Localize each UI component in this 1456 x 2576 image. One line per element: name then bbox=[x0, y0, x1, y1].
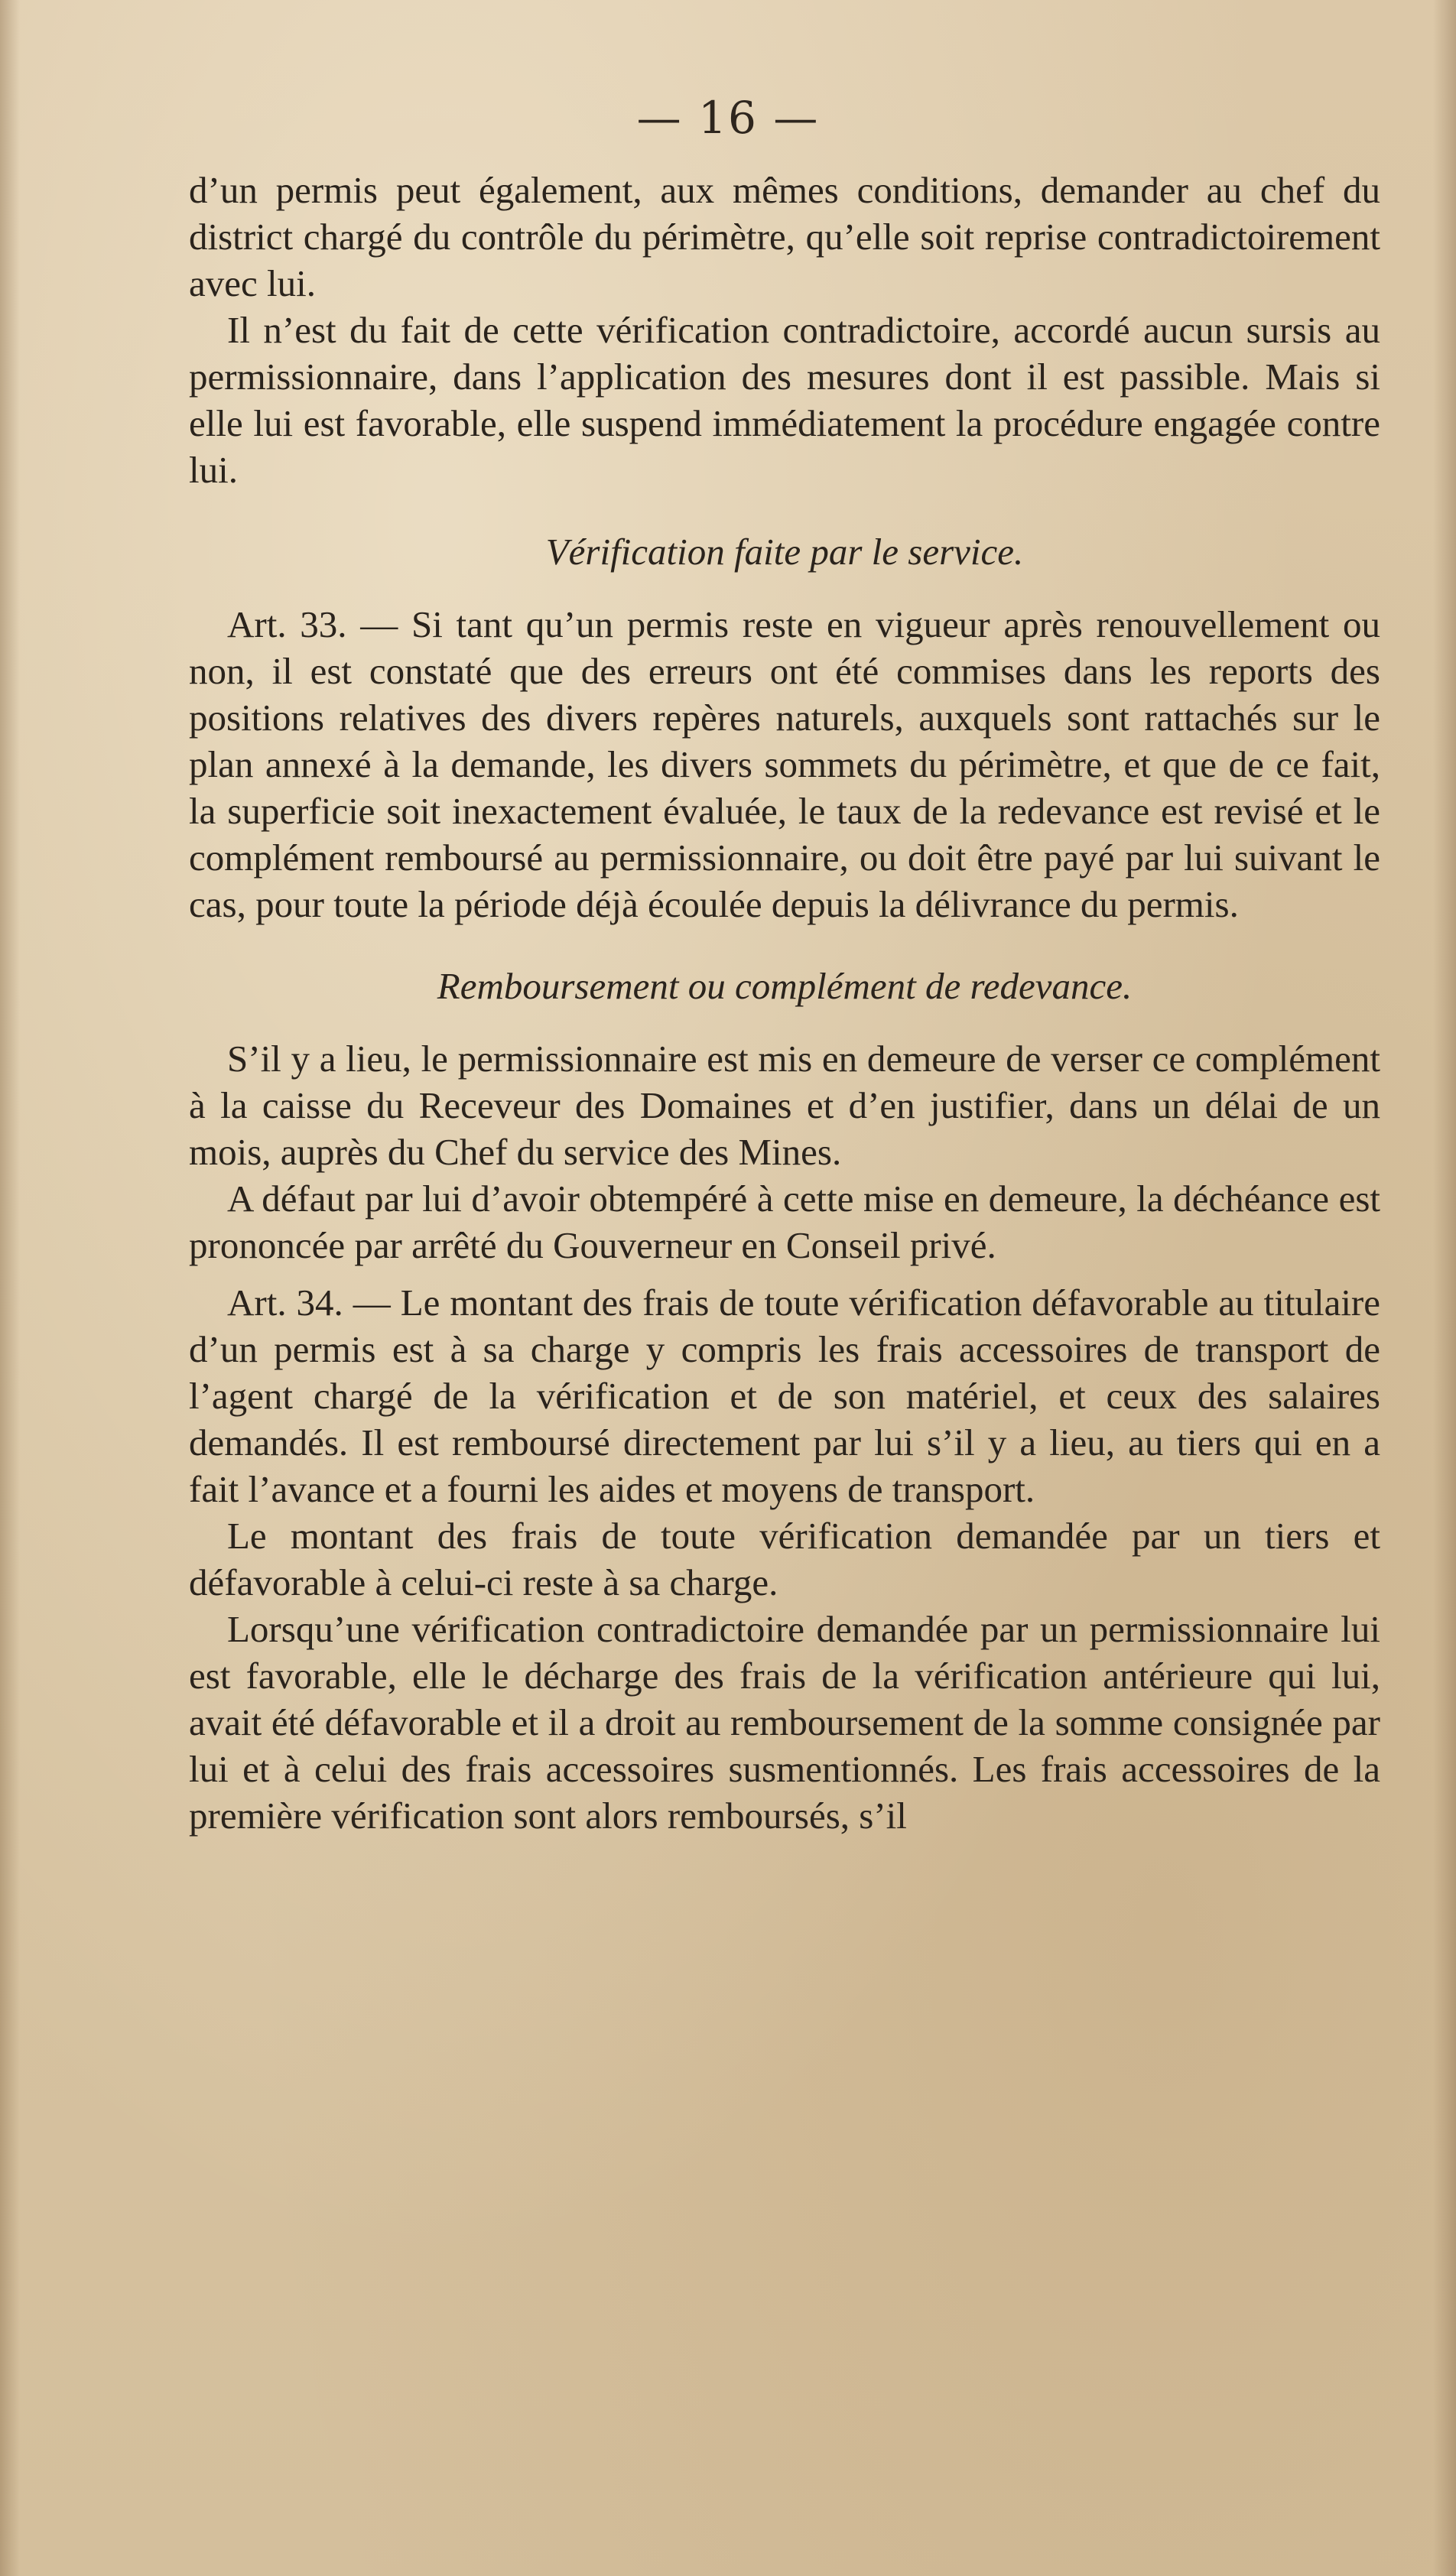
article-34: Art. 34. — Le montant des frais de toute vérification défavorable au titulaire d’un permis est à sa charge y compris les frais accessoires de transport de l’agent chargé de la vérification et de son matériel, et ceux des salaires demandés. Il est remboursé directement par lui s’il y a lieu, au tiers qui en a fait l’avance et a fourni les aides et moyens de transport. bbox=[189, 1282, 1380, 1510]
paragraph-sursis: Il n’est du fait de cette vérification contradictoire, accordé aucun sursis au permissionnaire, dans l’application des mesures dont il est passible. Mais si elle lui est favorable, elle suspend immédiatement la procédure engagée contre lui. bbox=[189, 309, 1380, 491]
paragraph-decheance: A défaut par lui d’avoir obtempéré à cette mise en demeure, la déchéance est prononcée par arrêté du Gouverneur en Conseil privé. bbox=[189, 1178, 1380, 1266]
page-edge-shadow-left bbox=[0, 0, 20, 2576]
paragraph-frais-tiers: Le montant des frais de toute vérification demandée par un tiers et défavorable à celui-ci reste à sa charge. bbox=[189, 1515, 1380, 1603]
page-number: — 16 — bbox=[636, 92, 820, 144]
page-edge-shadow-right bbox=[1433, 0, 1456, 2576]
section-heading-verification: Vérification faite par le service. bbox=[545, 531, 1024, 573]
section-heading-remboursement: Remboursement ou complément de redevance. bbox=[437, 965, 1133, 1007]
paragraph-mise-en-demeure: S’il y a lieu, le permissionnaire est mis en demeure de verser ce complément à la caisse du Receveur des Domaines et d’en justifier, dans un délai de un mois, auprès du Chef du service des Mines. bbox=[189, 1038, 1380, 1173]
body-text bbox=[189, 167, 1380, 1839]
paragraph-verification-favorable: Lorsqu’une vérification contradictoire demandée par un permissionnaire lui est favorable, elle le décharge des frais de la vérification antérieure qui lui, avait été défavorable et il a droit au remboursement de la somme consignée par lui et à celui des frais accessoires susmentionnés. Les frais accessoires de la première vérification sont alors remboursés, s’il bbox=[189, 1608, 1380, 1837]
paragraph-continuation: d’un permis peut également, aux mêmes conditions, demander au chef du district chargé du contrôle du périmètre, qu’elle soit reprise contradictoirement avec lui. bbox=[189, 169, 1380, 304]
article-33: Art. 33. — Si tant qu’un permis reste en vigueur après renouvellement ou non, il est constaté que des erreurs ont été commises dans les reports des positions relatives des divers repères naturels, auxquels sont rattachés sur le plan annexé à la demande, les divers sommets du périmètre, et que de ce fait, la superficie soit inexactement évaluée, le taux de la redevance est revisé et le complément remboursé au permissionnaire, ou doit être payé par lui suivant le cas, pour toute la période déjà écoulée depuis la délivrance du permis. bbox=[189, 603, 1380, 925]
